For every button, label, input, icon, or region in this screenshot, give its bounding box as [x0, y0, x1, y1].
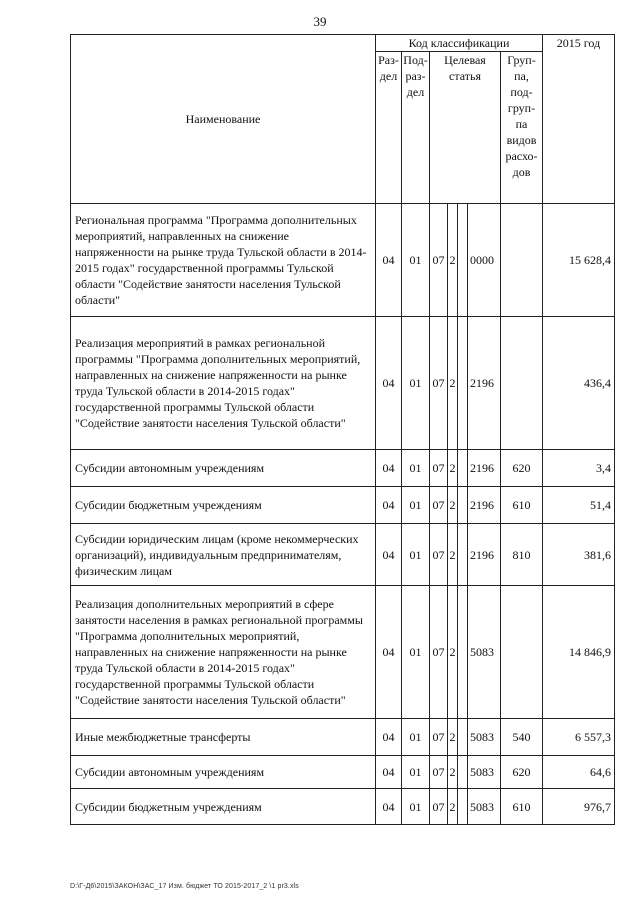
row-expense-type — [501, 586, 543, 719]
row-expense-type — [501, 204, 543, 317]
row-razdel: 04 — [376, 450, 402, 487]
row-amount: 51,4 — [543, 487, 615, 524]
row-expense-type: 620 — [501, 756, 543, 789]
table-row — [71, 450, 615, 487]
row-name: Субсидии автономным учреждениям — [71, 450, 376, 487]
row-target-blank — [458, 524, 468, 586]
row-podrazdel: 01 — [402, 317, 430, 450]
row-name: Субсидии автономным учреждениям — [71, 756, 376, 789]
row-target-program: 07 — [430, 789, 448, 825]
row-target-code: 0000 — [468, 204, 501, 317]
row-podrazdel: 01 — [402, 487, 430, 524]
row-razdel: 04 — [376, 756, 402, 789]
row-podrazdel: 01 — [402, 719, 430, 756]
row-target-blank — [458, 487, 468, 524]
row-target-program: 07 — [430, 719, 448, 756]
row-razdel: 04 — [376, 317, 402, 450]
row-podrazdel: 01 — [402, 450, 430, 487]
row-target-code: 2196 — [468, 450, 501, 487]
row-amount: 6 557,3 — [543, 719, 615, 756]
row-expense-type: 810 — [501, 524, 543, 586]
row-amount: 381,6 — [543, 524, 615, 586]
row-target-code: 5083 — [468, 789, 501, 825]
row-razdel: 04 — [376, 524, 402, 586]
row-podrazdel: 01 — [402, 586, 430, 719]
footer-path: D:\Г-Д6\2015\ЗАКОН\ЗАС_17 Изм. бюджет ТО 2015-2017_2 \1 pr3.xls — [70, 883, 299, 890]
row-target-subprogram: 2 — [448, 204, 458, 317]
row-expense-type: 610 — [501, 487, 543, 524]
row-target-subprogram: 2 — [448, 317, 458, 450]
row-podrazdel: 01 — [402, 524, 430, 586]
row-target-subprogram: 2 — [448, 524, 458, 586]
row-target-program: 07 — [430, 524, 448, 586]
row-target-code: 5083 — [468, 719, 501, 756]
row-amount: 976,7 — [543, 789, 615, 825]
table-row — [71, 487, 615, 524]
row-amount: 3,4 — [543, 450, 615, 487]
row-target-subprogram: 2 — [448, 586, 458, 719]
row-amount: 15 628,4 — [543, 204, 615, 317]
row-target-blank — [458, 204, 468, 317]
row-target-subprogram: 2 — [448, 756, 458, 789]
row-target-subprogram: 2 — [448, 487, 458, 524]
row-target-program: 07 — [430, 756, 448, 789]
row-expense-type — [501, 317, 543, 450]
row-target-code: 5083 — [468, 586, 501, 719]
row-target-program: 07 — [430, 586, 448, 719]
row-amount: 14 846,9 — [543, 586, 615, 719]
header-classification: Код классификации — [376, 35, 543, 52]
budget-table — [70, 34, 615, 825]
row-amount: 436,4 — [543, 317, 615, 450]
header-podrazdel: Под- раз- дел — [402, 52, 430, 204]
table-row — [71, 204, 615, 317]
row-expense-type: 540 — [501, 719, 543, 756]
row-name: Субсидии бюджетным учреждениям — [71, 789, 376, 825]
row-target-code: 2196 — [468, 317, 501, 450]
page-number: 39 — [313, 14, 327, 29]
header-razdel: Раз- дел — [376, 52, 402, 204]
row-target-blank — [458, 789, 468, 825]
row-target-code: 2196 — [468, 524, 501, 586]
row-target-subprogram: 2 — [448, 450, 458, 487]
row-razdel: 04 — [376, 789, 402, 825]
row-target-blank — [458, 756, 468, 789]
row-podrazdel: 01 — [402, 204, 430, 317]
header-name: Наименование — [71, 35, 376, 204]
row-razdel: 04 — [376, 204, 402, 317]
row-target-blank — [458, 450, 468, 487]
row-name: Иные межбюджетные трансферты — [71, 719, 376, 756]
row-name: Реализация мероприятий в рамках региональной программы "Программа дополнительных мероприятий, направленных на снижение напряженности на рынке труда Тульской области в 2014-2015 годах" государственной программы Тульской области "Содействие занятости населения Тульской области" — [71, 317, 376, 450]
row-target-subprogram: 2 — [448, 719, 458, 756]
row-expense-type: 610 — [501, 789, 543, 825]
header-group: Груп- па, под- груп- па видов расхо- дов — [501, 52, 543, 204]
row-name: Субсидии юридическим лицам (кроме некоммерческих организаций), индивидуальным предпринимателям, физическим лицам — [71, 524, 376, 586]
row-name: Субсидии бюджетным учреждениям — [71, 487, 376, 524]
row-target-code: 2196 — [468, 487, 501, 524]
row-razdel: 04 — [376, 719, 402, 756]
table-row — [71, 789, 615, 825]
row-target-blank — [458, 317, 468, 450]
row-podrazdel: 01 — [402, 756, 430, 789]
row-razdel: 04 — [376, 487, 402, 524]
row-podrazdel: 01 — [402, 789, 430, 825]
table-row — [71, 524, 615, 586]
table-row — [71, 586, 615, 719]
header-target: Целевая статья — [430, 52, 501, 204]
row-target-blank — [458, 586, 468, 719]
row-amount: 64,6 — [543, 756, 615, 789]
table-row — [71, 317, 615, 450]
row-target-program: 07 — [430, 204, 448, 317]
row-target-subprogram: 2 — [448, 789, 458, 825]
row-name: Региональная программа "Программа дополнительных мероприятий, направленных на снижение напряженности на рынке труда Тульской области в 2014-2015 годах" государственной программы Тульской области "Содействие занятости населения Тульской области" — [71, 204, 376, 317]
row-target-code: 5083 — [468, 756, 501, 789]
row-expense-type: 620 — [501, 450, 543, 487]
row-razdel: 04 — [376, 586, 402, 719]
row-target-program: 07 — [430, 487, 448, 524]
row-target-program: 07 — [430, 317, 448, 450]
table-row — [71, 719, 615, 756]
row-target-blank — [458, 719, 468, 756]
table-row — [71, 756, 615, 789]
header-year: 2015 год — [543, 35, 615, 204]
row-target-program: 07 — [430, 450, 448, 487]
row-name: Реализация дополнительных мероприятий в сфере занятости населения в рамках региональной программы "Программа дополнительных мероприятий, направленных на снижение напряженности на рынке труда Тульской области в 2014-2015 годах" государственной программы Тульской области "Содействие занятости населения Тульской области" — [71, 586, 376, 719]
